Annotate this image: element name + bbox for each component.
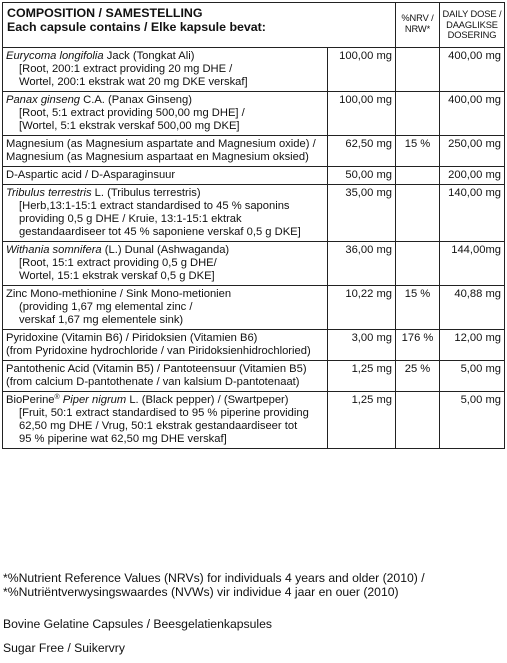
- sugar-note: Sugar Free / Suikervry: [3, 641, 125, 655]
- ingredient-cell: [3, 329, 328, 360]
- nrv-cell: [396, 47, 440, 91]
- amount-cell: 35,00 mg: [328, 184, 396, 241]
- ingredient-name: Zinc Mono-methionine / Sink Mono-metionien: [6, 287, 232, 300]
- ingredient-cell: [3, 166, 328, 184]
- amount-cell: 1,25 mg: [328, 391, 396, 448]
- amount-cell: 62,50 mg: [328, 135, 396, 166]
- nrv-cell: 25 %: [396, 360, 440, 391]
- table-row: [3, 241, 505, 285]
- ingredient-name: (from calcium D-pantothenate / van kalsium D-pantotenaat): [6, 375, 300, 388]
- ingredient-detail: gestandaardiseer tot 45 % saponiene verskaf 0,5 g DKE]: [19, 225, 301, 238]
- daily-cell: 12,00 mg: [440, 329, 505, 360]
- ingredient-detail: verskaf 1,67 mg elementele sink): [19, 313, 184, 326]
- ingredient-detail: [Fruit, 50:1 extract standardised to 95 % piperine providing: [19, 406, 309, 419]
- nrv-cell: [396, 241, 440, 285]
- nrv-cell: 176 %: [396, 329, 440, 360]
- table-row: [3, 184, 505, 241]
- nrv-cell: [396, 91, 440, 135]
- ingredient-cell: [3, 391, 328, 448]
- amount-cell: 100,00 mg: [328, 47, 396, 91]
- ingredient-name: BioPerine® Piper nigrum L. (Black pepper) / (Swartpeper): [6, 393, 289, 406]
- table-row: [3, 360, 505, 391]
- table-row: [3, 47, 505, 91]
- table-row: [3, 135, 505, 166]
- ingredient-detail: [Root, 5:1 extract providing 500,00 mg DHE] /: [19, 106, 245, 119]
- header-cell: [3, 3, 396, 48]
- ingredient-name: D-Aspartic acid / D-Asparaginsuur: [6, 168, 176, 181]
- ingredient-name: Eurycoma longifolia Jack (Tongkat Ali): [6, 49, 195, 62]
- amount-cell: 100,00 mg: [328, 91, 396, 135]
- ingredient-name: Tribulus terrestris L. (Tribulus terrestris): [6, 186, 201, 199]
- ingredient-name: Withania somnifera (L.) Dunal (Ashwaganda): [6, 243, 230, 256]
- footnote-line: *%Nutriëntverwysingswaardes (NVWs) vir individue 4 jaar en ouer (2010): [3, 585, 399, 599]
- ingredient-cell: [3, 184, 328, 241]
- ingredient-cell: [3, 91, 328, 135]
- daily-cell: 250,00 mg: [440, 135, 505, 166]
- ingredient-detail: Wortel, 15:1 ekstrak verskaf 0,5 g DKE]: [19, 269, 215, 282]
- daily-cell: 5,00 mg: [440, 360, 505, 391]
- table-row: [3, 91, 505, 135]
- nrv-cell: [396, 391, 440, 448]
- nrv-cell: [396, 184, 440, 241]
- nrv-cell: [396, 166, 440, 184]
- amount-cell: 3,00 mg: [328, 329, 396, 360]
- ingredient-detail: [Herb,13:1-15:1 extract standardised to 45 % saponins: [19, 199, 290, 212]
- ingredient-detail: (providing 1,67 mg elemental zinc /: [19, 300, 193, 313]
- ingredient-cell: [3, 135, 328, 166]
- nrv-header: %NRV / NRW*: [396, 3, 440, 48]
- ingredient-detail: [Root, 15:1 extract providing 0,5 g DHE/: [19, 256, 217, 269]
- ingredient-name: Magnesium (as Magnesium aspartaat en Magnesium oksied): [6, 150, 309, 163]
- ingredient-detail: Wortel, 200:1 ekstrak wat 20 mg DKE verskaf]: [19, 75, 248, 88]
- amount-cell: 36,00 mg: [328, 241, 396, 285]
- table-row: [3, 329, 505, 360]
- ingredient-name: Pantothenic Acid (Vitamin B5) / Pantoteensuur (Vitamien B5): [6, 362, 307, 375]
- footnote-line: *%Nutrient Reference Values (NRVs) for individuals 4 years and older (2010) /: [3, 571, 425, 585]
- daily-dose-header: DAILY DOSE / DAAGLIKSE DOSERING: [440, 3, 505, 48]
- daily-cell: 200,00 mg: [440, 166, 505, 184]
- amount-cell: 10,22 mg: [328, 285, 396, 329]
- daily-cell: 400,00 mg: [440, 47, 505, 91]
- ingredient-name: (from Pyridoxine hydrochloride / van Piridoksienhidrochloried): [6, 344, 311, 357]
- daily-cell: 5,00 mg: [440, 391, 505, 448]
- capsule-note: Bovine Gelatine Capsules / Beesgelatienkapsules: [3, 617, 272, 631]
- ingredient-detail: [Root, 200:1 extract providing 20 mg DHE /: [19, 62, 233, 75]
- ingredient-name: Pyridoxine (Vitamin B6) / Piridoksien (Vitamien B6): [6, 331, 258, 344]
- daily-cell: 40,88 mg: [440, 285, 505, 329]
- header-row: [3, 3, 505, 48]
- ingredient-cell: [3, 285, 328, 329]
- ingredient-detail: providing 0,5 g DHE / Kruie, 13:1-15:1 ektrak: [19, 212, 242, 225]
- nrv-footnote: [3, 571, 503, 599]
- amount-cell: 50,00 mg: [328, 166, 396, 184]
- ingredient-name: Magnesium (as Magnesium aspartate and Magnesium oxide) /: [6, 137, 316, 150]
- ingredient-cell: [3, 241, 328, 285]
- table-row: [3, 285, 505, 329]
- ingredient-detail: [Wortel, 5:1 ekstrak verskaf 500,00 mg DKE]: [19, 119, 240, 132]
- ingredient-detail: 62,50 mg DHE / Vrug, 50:1 ekstrak gestandaardiseer tot: [19, 419, 298, 432]
- nrv-cell: 15 %: [396, 135, 440, 166]
- table-row: [3, 391, 505, 448]
- ingredient-detail: 95 % piperine wat 62,50 mg DHE verskaf]: [19, 432, 227, 445]
- daily-cell: 144,00mg: [440, 241, 505, 285]
- composition-title: COMPOSITION / SAMESTELLING: [7, 6, 203, 20]
- daily-cell: 400,00 mg: [440, 91, 505, 135]
- composition-subtitle: Each capsule contains / Elke kapsule bevat:: [7, 20, 266, 34]
- amount-cell: 1,25 mg: [328, 360, 396, 391]
- ingredient-cell: [3, 360, 328, 391]
- composition-table: [2, 2, 505, 449]
- table-row: [3, 166, 505, 184]
- ingredient-name: Panax ginseng C.A. (Panax Ginseng): [6, 93, 192, 106]
- nrv-cell: 15 %: [396, 285, 440, 329]
- ingredient-cell: [3, 47, 328, 91]
- daily-cell: 140,00 mg: [440, 184, 505, 241]
